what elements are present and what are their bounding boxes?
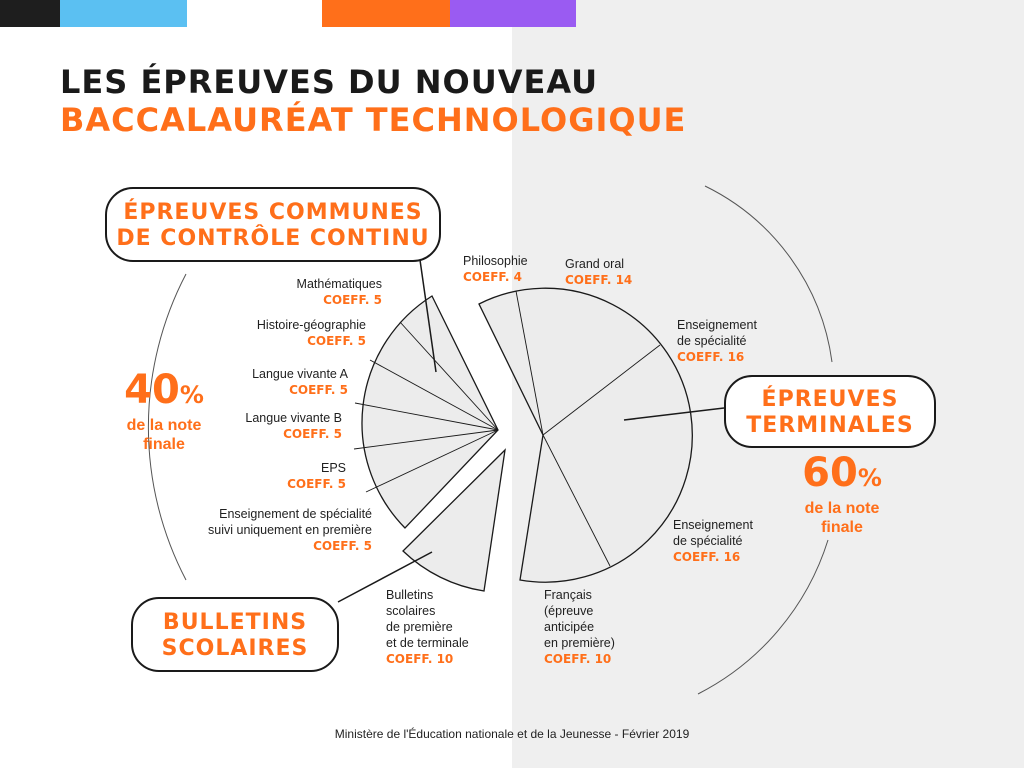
spe-b-line-1: Enseignement: [673, 518, 753, 532]
histgeo-coeff: COEFF. 5: [307, 334, 366, 348]
controle-continu-line-1: ÉPREUVES COMMUNES: [123, 200, 423, 225]
francais-line-1: Français: [544, 588, 592, 602]
francais-line-2: (épreuve: [544, 604, 594, 618]
lva-coeff: COEFF. 5: [289, 383, 348, 397]
lva-name: Langue vivante A: [252, 367, 348, 381]
label-langue-vivante-b: [180, 410, 342, 442]
terminales-pill: [724, 375, 936, 448]
terminales-line-2: TERMINALES: [746, 413, 914, 438]
spe-b-coeff: COEFF. 16: [673, 550, 741, 564]
left-share-line-1: de la note: [126, 417, 202, 434]
specialite1-line-2: suivi uniquement en première: [208, 523, 372, 537]
philosophie-coeff: COEFF. 4: [463, 270, 522, 284]
right-share-value: 60: [802, 450, 858, 496]
bulletins-coeff: COEFF. 10: [386, 652, 454, 666]
title-line-1: LES ÉPREUVES DU NOUVEAU: [60, 63, 599, 101]
eps-coeff: COEFF. 5: [287, 477, 346, 491]
title-line-2: BACCALAURÉAT TECHNOLOGIQUE: [60, 101, 687, 139]
label-eps: [240, 460, 346, 492]
francais-line-4: en première): [544, 636, 615, 650]
spe-b-line-2: de spécialité: [673, 534, 743, 548]
terminales-line-1: ÉPREUVES: [761, 387, 899, 412]
footer-source: Ministère de l'Éducation nationale et de la Jeunesse - Février 2019: [334, 727, 690, 741]
bulletins-line-2: SCOLAIRES: [161, 636, 309, 661]
mathematiques-name: Mathématiques: [296, 277, 382, 291]
spe-a-line-2: de spécialité: [677, 334, 747, 348]
philosophie-name: Philosophie: [463, 254, 528, 268]
bulletins-text-1: Bulletins: [386, 588, 434, 602]
label-francais: [544, 587, 654, 667]
controle-continu-pill: [105, 187, 441, 262]
histgeo-name: Histoire-géographie: [256, 318, 366, 332]
eps-name: EPS: [320, 461, 346, 475]
label-specialite-b: [673, 517, 783, 565]
label-philosophie: [463, 253, 559, 285]
label-histoire-geographie: [180, 317, 366, 349]
label-bulletins: [386, 587, 506, 667]
left-share-value: 40: [124, 367, 180, 413]
right-share-line-1: de la note: [804, 500, 880, 517]
right-share: [782, 452, 902, 537]
bulletins-line-1: BULLETINS: [162, 610, 308, 635]
specialite1-coeff: COEFF. 5: [313, 539, 372, 553]
left-share-line-2: finale: [143, 436, 185, 453]
spe-a-coeff: COEFF. 16: [677, 350, 745, 364]
right-share-unit: %: [857, 464, 882, 492]
grand-oral-coeff: COEFF. 14: [565, 273, 633, 287]
label-mathematiques: [230, 276, 382, 308]
spe-a-line-1: Enseignement: [677, 318, 757, 332]
mathematiques-coeff: COEFF. 5: [323, 293, 382, 307]
left-share-unit: %: [179, 381, 204, 409]
right-share-line-2: finale: [821, 519, 863, 536]
label-grand-oral: [565, 256, 661, 288]
francais-line-3: anticipée: [544, 620, 595, 634]
bulletins-text-4: et de terminale: [386, 636, 469, 650]
lvb-name: Langue vivante B: [245, 411, 342, 425]
bulletins-text-3: de première: [386, 620, 453, 634]
bulletins-text-2: scolaires: [386, 604, 436, 618]
epreuves-terminales-slices: [479, 288, 692, 582]
lvb-coeff: COEFF. 5: [283, 427, 342, 441]
francais-coeff: COEFF. 10: [544, 652, 612, 666]
specialite1-line-1: Enseignement de spécialité: [219, 507, 372, 521]
label-specialite-a: [677, 317, 787, 365]
grand-oral-name: Grand oral: [565, 257, 625, 271]
label-specialite-premiere: [170, 506, 372, 554]
label-langue-vivante-a: [180, 366, 348, 398]
controle-continu-line-2: DE CONTRÔLE CONTINU: [116, 226, 430, 251]
bulletins-pill: [131, 597, 339, 672]
